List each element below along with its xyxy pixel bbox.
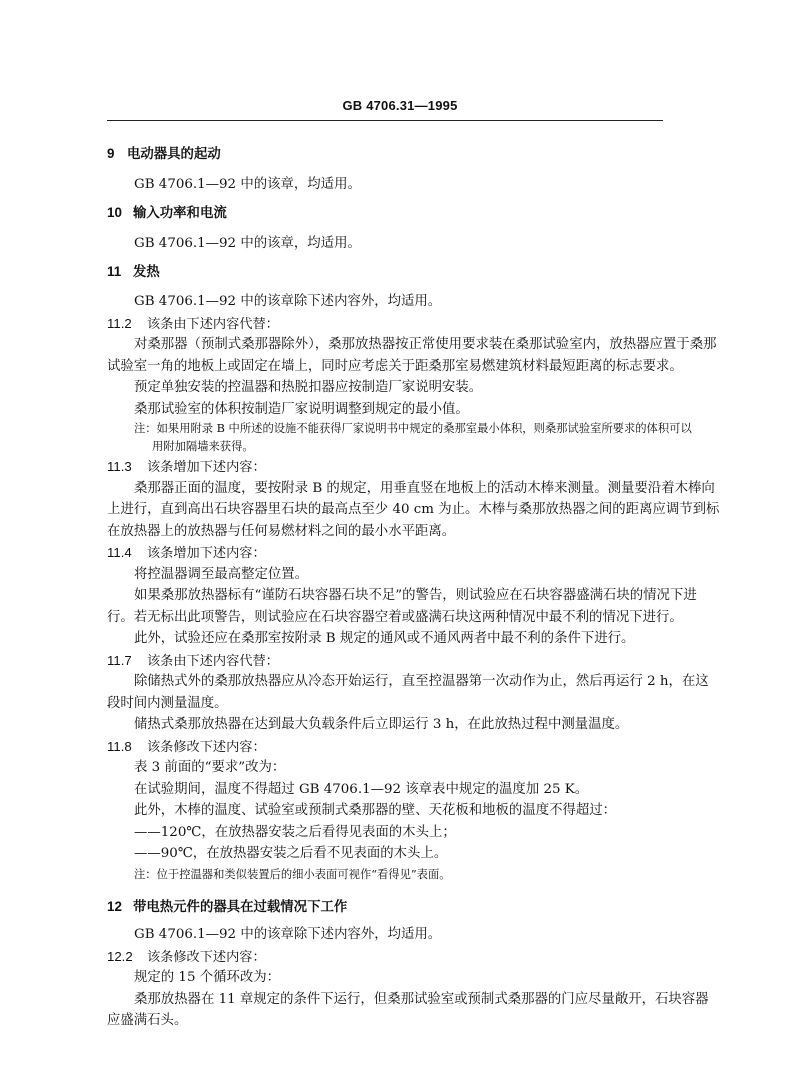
paragraph: GB 4706.1—92 中的该章，均适用。: [134, 236, 361, 251]
paragraph-line: 上进行，直到高出石块容器里石块的最高点至少 40 cm 为止。木棒与桑那放热器之间的距离应调节到标: [107, 502, 720, 517]
subsection-11-3-heading: [107, 459, 266, 476]
paragraph: GB 4706.1—92 中的该章，均适用。: [134, 177, 361, 192]
subsection-11-2-heading: [107, 316, 279, 333]
subsection-11-8-heading: [107, 739, 266, 756]
note-line: 注：位于控温器和类似装置后的细小表面可视作“看得见”表面。: [134, 868, 451, 881]
subsection-number: 11.2: [107, 316, 132, 331]
subsection-12-2-heading: [107, 949, 266, 966]
paragraph: 此外，试验还应在桑那室按附录 B 规定的通风或不通风两者中最不利的条件下进行。: [134, 631, 635, 646]
subsection-number: 11.7: [107, 653, 132, 668]
subsection-number: 11.3: [107, 459, 132, 474]
paragraph: 储热式桑那放热器在达到最大负载条件后立即运行 3 h，在此放热过程中测量温度。: [134, 717, 629, 732]
subsection-title: 该条由下述内容代替：: [147, 654, 279, 669]
paragraph: 规定的 15 个循环改为：: [134, 970, 281, 985]
section-number: 11: [107, 264, 122, 279]
section-number: 10: [107, 205, 122, 220]
subsection-title: 该条由下述内容代替：: [147, 317, 279, 332]
paragraph: 表 3 前面的“要求”改为：: [134, 760, 286, 775]
section-11-heading: [107, 264, 160, 281]
paragraph: GB 4706.1—92 中的该章除下述内容外，均适用。: [134, 927, 442, 942]
paragraph-line: 应盛满石头。: [107, 1013, 188, 1028]
paragraph-line: 试验室一角的地板上或固定在墙上，同时应考虑关于距桑那室易燃建筑材料最短距离的标志要求。: [107, 359, 683, 374]
section-title: 电动器具的起动: [127, 147, 221, 162]
paragraph-line: 在放热器上的放热器与任何易燃材料之间的最小水平距离。: [107, 524, 456, 539]
subsection-11-4-heading: [107, 545, 266, 562]
subsection-number: 11.8: [107, 739, 132, 754]
section-title: 输入功率和电流: [133, 206, 227, 221]
paragraph: 桑那试验室的体积按制造厂家说明调整到规定的最小值。: [134, 402, 469, 417]
paragraph: 此外，木棒的温度、试验室或预制式桑那器的壁、天花板和地板的温度不得超过：: [134, 803, 617, 818]
section-title: 发热: [133, 265, 160, 280]
section-number: 9: [107, 146, 115, 161]
subsection-title: 该条增加下述内容：: [147, 546, 266, 561]
subsection-11-7-heading: [107, 653, 279, 670]
subsection-number: 12.2: [107, 949, 133, 964]
paragraph: 将控温器调至最高整定位置。: [134, 567, 309, 582]
subsection-title: 该条修改下述内容：: [147, 950, 266, 965]
paragraph: 预定单独安装的控温器和热脱扣器应按制造厂家说明安装。: [134, 380, 483, 395]
list-item: ——120℃，在放热器安装之后看得见表面的木头上；: [134, 825, 456, 840]
note-line: 注：如果用附录 B 中所述的设施不能获得厂家说明书中规定的桑那室最小体积，则桑那试验室所要求的体积可以: [134, 422, 692, 435]
paragraph-line: 行。若无标出此项警告，则试验应在石块容器空着或盛满石块这两种情况中最不利的情况下进行。: [107, 610, 683, 625]
note-line: 用附加隔墙来获得。: [152, 440, 254, 453]
section-10-heading: [107, 205, 227, 222]
paragraph-line: 除储热式外的桑那放热器应从冷态开始运行，直至控温器第一次动作为止，然后再运行 2 h，在这: [134, 674, 709, 689]
paragraph-line: 桑那放热器在 11 章规定的条件下运行，但桑那试验室或预制式桑那器的门应尽量敞开，石块容器: [134, 992, 709, 1007]
paragraph: GB 4706.1—92 中的该章除下述内容外，均适用。: [134, 294, 442, 309]
subsection-number: 11.4: [107, 545, 132, 560]
section-title: 带电热元件的器具在过载情况下工作: [133, 900, 348, 915]
standard-number-header: GB 4706.31—1995: [342, 98, 458, 113]
paragraph-line: 如果桑那放热器标有“谨防石块容器石块不足”的警告，则试验应在石块容器盛满石块的情况下进: [134, 588, 697, 603]
section-9-heading: [107, 146, 221, 163]
paragraph-line: 桑那器正面的温度，要按附录 B 的规定，用垂直竖在地板上的活动木棒来测量。测量要沿着木棒向: [134, 481, 715, 496]
paragraph-line: 段时间内测量温度。: [107, 696, 228, 711]
paragraph-line: 对桑那器（预制式桑那器除外），桑那放热器按正常使用要求装在桑那试验室内，放热器应置于桑那: [134, 337, 717, 352]
subsection-title: 该条修改下述内容：: [147, 740, 266, 755]
list-item: ——90℃，在放热器安装之后看不见表面的木头上。: [134, 846, 448, 861]
section-number: 12: [107, 899, 122, 914]
subsection-title: 该条增加下述内容：: [147, 460, 266, 475]
section-12-heading: [107, 899, 347, 916]
paragraph: 在试验期间，温度不得超过 GB 4706.1—92 该章表中规定的温度加 25 K。: [134, 782, 589, 797]
header-rule: [107, 120, 663, 121]
